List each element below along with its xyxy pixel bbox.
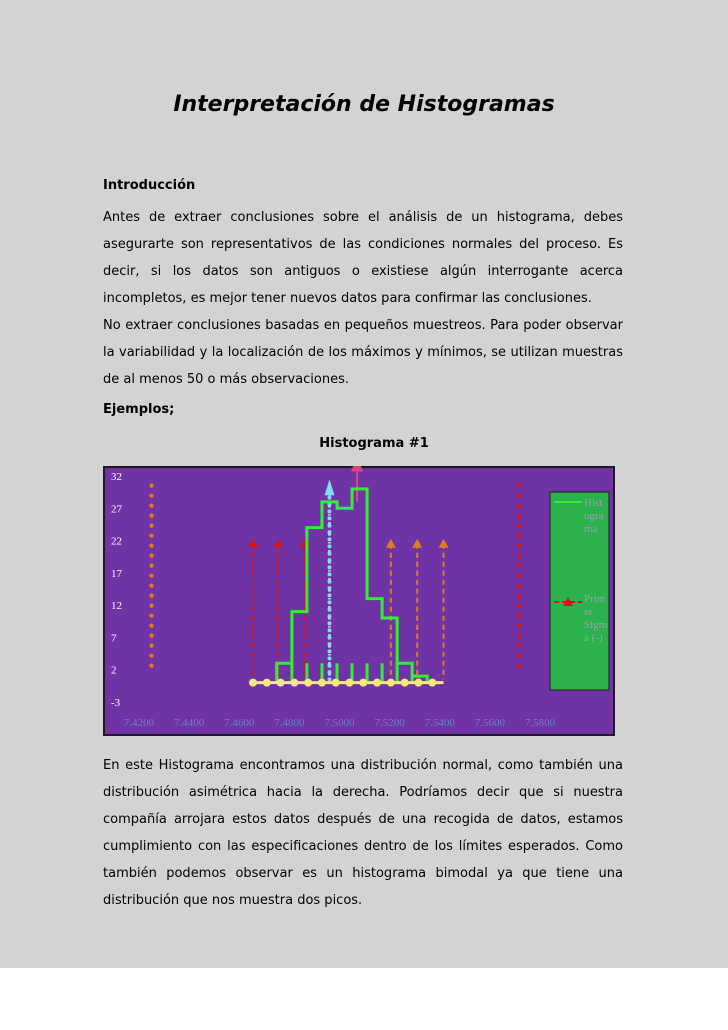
document-title: Interpretación de Histogramas [173,92,555,117]
reference-marker [327,621,331,625]
reference-marker [327,670,331,674]
reference-marker [149,544,153,548]
legend-label-histograma: ma [584,523,598,535]
reference-marker [149,514,153,518]
reference-marker [327,530,331,534]
y-tick-label: 17 [111,567,122,580]
reference-marker [149,594,153,598]
reference-marker [518,554,522,558]
baseline-point [359,679,367,687]
reference-marker [327,642,331,646]
reference-marker [149,654,153,658]
y-tick-label: 27 [111,503,122,516]
reference-marker [518,484,522,488]
intro-paragraph-1: Antes de extraer conclusiones sobre el análisis de un histograma, debes asegurarte son representativos de las condiciones normales del proceso. Es decir, si los datos son antiguos o existiese algún interrogante acerca incompletos, es mejor tener nuevos datos para confirmar las conclusiones. [103,210,623,306]
reference-marker [327,523,331,527]
reference-marker [518,594,522,598]
y-tick-label: 2 [111,664,117,677]
x-tick-label: 7.4800 [274,717,305,729]
x-tick-label: 7.4600 [224,717,255,729]
reference-marker [327,677,331,681]
baseline-point [387,679,395,687]
reference-marker [518,514,522,518]
reference-marker [518,534,522,538]
reference-marker [149,564,153,568]
plot-area [139,476,540,702]
reference-marker [518,604,522,608]
reference-marker [149,534,153,538]
reference-marker [327,600,331,604]
reference-marker [149,504,153,508]
reference-marker [518,654,522,658]
baseline-point [249,679,257,687]
y-tick-label: 12 [111,600,122,613]
reference-marker [518,564,522,568]
x-tick-label: 7.5600 [474,717,505,729]
baseline-point [304,679,312,687]
y-tick-label: 32 [111,471,122,483]
reference-marker [327,593,331,597]
reference-marker [327,663,331,667]
reference-marker [518,664,522,668]
baseline-point [263,679,271,687]
reference-marker [149,574,153,578]
reference-marker [327,628,331,632]
legend-label-sigma: er [584,606,593,618]
reference-marker [518,504,522,508]
y-tick-label: -3 [111,697,121,709]
reference-marker [149,524,153,528]
intro-paragraph-2: No extraer conclusiones basadas en pequeños muestreos. Para poder observar la variabilidad y la localización de los máximos y mínimos, se utilizan muestras de al menos 50 o más observaciones. [103,318,623,387]
baseline-point [318,679,326,687]
reference-marker [518,544,522,548]
reference-marker [327,586,331,590]
reference-marker [149,554,153,558]
reference-marker [327,649,331,653]
legend-label-histograma: ogra [584,510,604,522]
reference-marker [518,494,522,498]
reference-marker [518,584,522,588]
y-tick-label: 7 [111,632,117,645]
reference-marker [518,624,522,628]
reference-marker [149,584,153,588]
reference-marker [327,551,331,555]
baseline-point [346,679,354,687]
reference-marker [327,607,331,611]
conclusion-paragraph: En este Histograma encontramos una distribución normal, como también una distribución asimétrica hacia la derecha. Podríamos decir que si nuestra compañía arrojara estos datos después de una recogida de datos, estamos cumplimiento con las especificaciones dentro de los límites esperados. Como también podemos observar es un histograma bimodal ya que tiene una distribución que nos muestra dos picos. [103,758,623,908]
x-tick-label: 7.4400 [174,717,205,729]
baseline-point [414,679,422,687]
legend-label-sigma: Prim [584,593,606,605]
reference-marker [327,656,331,660]
baseline-point [290,679,298,687]
x-tick-label: 7.5800 [524,717,556,729]
x-tick-label: 7.5000 [324,717,355,729]
reference-marker [149,614,153,618]
legend-label-sigma: a (-) [584,632,603,644]
reference-marker [149,604,153,608]
baseline-point [373,679,381,687]
reference-marker [149,634,153,638]
reference-marker [327,572,331,576]
reference-marker [518,574,522,578]
reference-marker [327,537,331,541]
legend-label-sigma: Sigm [584,619,608,631]
reference-marker [149,664,153,668]
histogram-chart [103,466,615,736]
reference-marker [327,516,331,520]
reference-marker [327,635,331,639]
reference-marker [518,634,522,638]
reference-marker [149,484,153,488]
reference-marker [327,565,331,569]
reference-marker [327,509,331,513]
reference-marker [149,644,153,648]
reference-marker [518,524,522,528]
baseline-point [401,679,409,687]
examples-heading: Ejemplos; [103,402,175,417]
reference-marker [327,558,331,562]
reference-marker [149,494,153,498]
intro-heading: Introducción [103,178,196,193]
reference-marker [327,544,331,548]
chart-title: Histograma #1 [319,436,429,451]
reference-marker [518,614,522,618]
reference-marker [518,644,522,648]
x-tick-label: 7.5400 [424,717,455,729]
legend-label-histograma: Hist [584,497,603,509]
baseline-point [428,679,436,687]
reference-marker [327,495,331,499]
reference-marker [149,624,153,628]
x-tick-label: 7.4200 [123,717,155,729]
reference-marker [327,614,331,618]
reference-marker [327,579,331,583]
x-tick-label: 7.5200 [374,717,405,729]
y-tick-label: 22 [111,535,122,548]
baseline-point [332,679,340,687]
baseline-point [277,679,285,687]
